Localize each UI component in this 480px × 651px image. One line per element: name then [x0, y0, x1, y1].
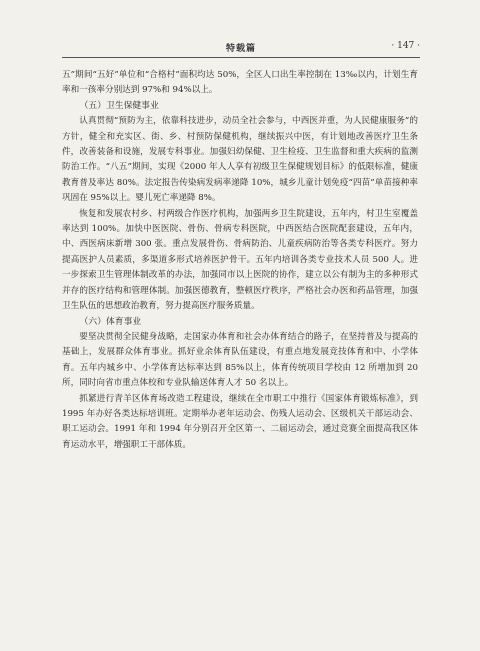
- page-number: · 147 ·: [391, 41, 420, 51]
- paragraph-continued: 五”期间“五好”单位和“合格村”面积均达 50%，全区人口出生率控制在 13‰以内，计划生育率和一孩率分别达到 97%和 94%以上。: [62, 70, 418, 96]
- section-title: 特载篇: [225, 44, 256, 54]
- document-body: [62, 68, 418, 453]
- paragraph: 恢复和发展农村乡、村两级合作医疗机构，加强两乡卫生院建设，五年内，村卫生室覆盖率达到 100%。加快中医医院、骨伤、骨病专科医院，中西医结合医院配套建设，五年内，中、西医病床新增 300 张。重点发展骨伤、骨病防治、儿童疾病防治等各类专科医疗。努力提高医护人员素质，多渠道多形式培养医护骨干。五年内培训各类专业技术人员 500 人。进一步探索卫生管理体制改革的办法，加强同市以上医院的协作，建立以公有制为主的多种形式并存的医疗结构和管理体制。加强医德教育，整顿医疗秩序，严格社会办医和药品管理，加强卫生队伍的思想政治教育，努力提高医疗服务质量。: [62, 208, 418, 312]
- paragraph: 认真贯彻“预防为主，依靠科技进步，动员全社会参与，中西医并重，为人民健康服务”的方针，健全和充实区、街、乡、村预防保健机构，继续振兴中医，有计划地改善医疗卫生条件，改善装备和设施，发展专科事业。加强妇幼保健、卫生检疫、卫生监督和重大疾病的监测防治工作。“八五”期间，实现《2000 年人人享有初级卫生保健规划目标》的低限标准，健康教育普及率达 80%。法定报告传染病发病率递降 10%，城乡儿童计划免疫“四苗”单苗接种率巩固在 95%以上。婴儿死亡率递降 8%。: [62, 116, 418, 204]
- section-heading-health: （五）卫生保健事业: [79, 100, 159, 111]
- paragraph: 抓紧进行青羊区体育场改造工程建设，继续在全市职工中推行《国家体育锻炼标准》，到 1995 年办好各类达标培训班。定期举办老年运动会、伤残人运动会、区级机关干部运动会、职工运动会。1991 年和 1994 年分别召开全区第一、二届运动会，通过竞赛全面提高我区体育运动水平，增强职工干部体质。: [62, 393, 418, 450]
- paragraph: 要坚决贯彻全民健身战略，走国家办体育和社会办体育结合的路子，在坚持普及与提高的基础上，发展群众体育事业。抓好业余体育队伍建设，有重点地发展竞技体育和中、小学体育。五年内城乡中、小学体育达标率达到 85%以上，体育传统项目学校由 12 所增加到 20 所，同时向省市重点体校和专业队输送体育人才 50 名以上。: [62, 331, 418, 389]
- page-header: [62, 39, 420, 58]
- section-heading-sports: （六）体育事业: [79, 316, 142, 327]
